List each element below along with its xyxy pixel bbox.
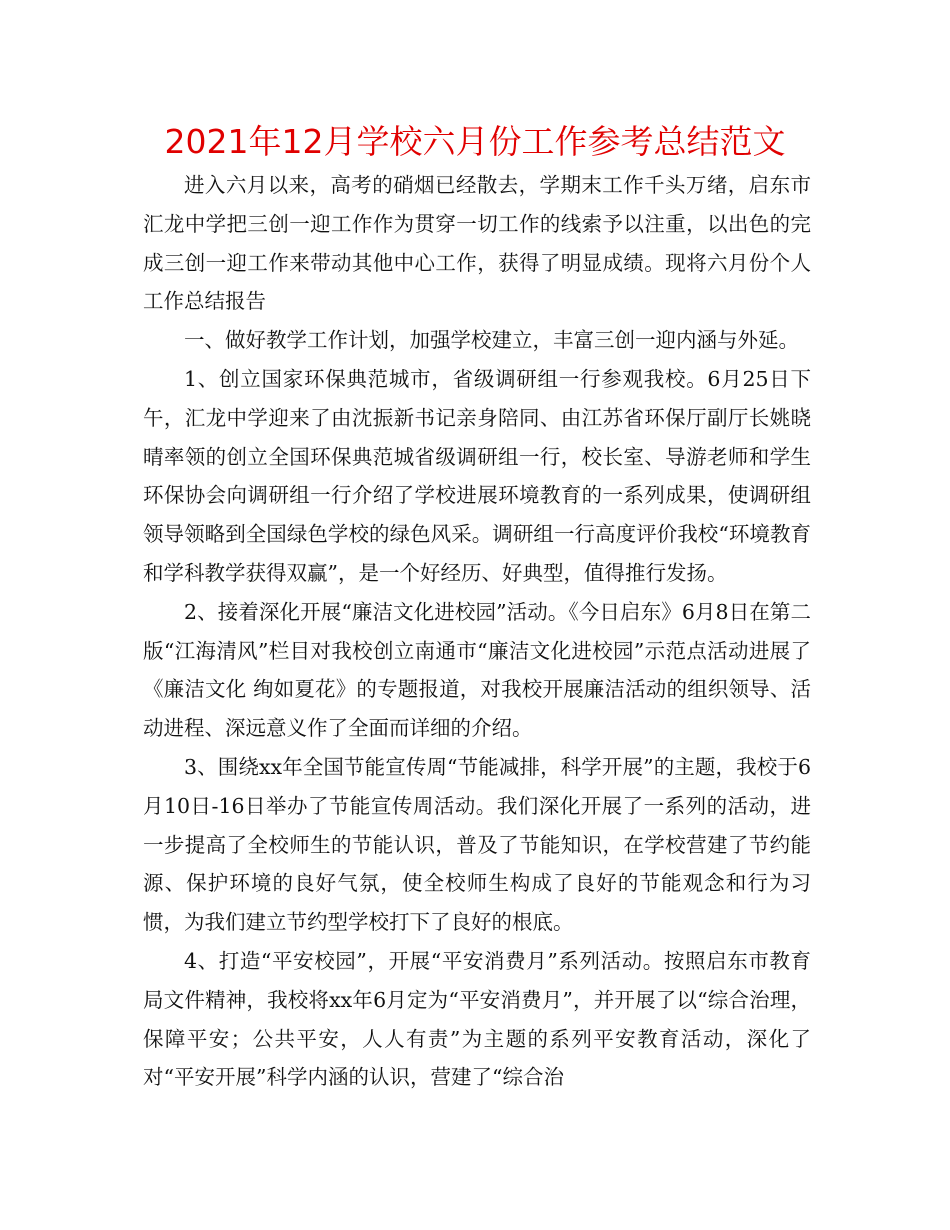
paragraph-section-heading: 一、做好教学工作计划，加强学校建立，丰富三创一迎内涵与外延。 <box>184 328 799 353</box>
document-body <box>143 166 811 1097</box>
document-title: 2021年12月学校六月份工作参考总结范文 <box>164 122 786 161</box>
paragraph-item-3: 3、围绕xx年全国节能宣传周“节能减排，科学开展”的主题，我校于6月10日-16日举办了节能宣传周活动。我们深化开展了一系列的活动，进一步提高了全校师生的节能认识，普及了节能知识，在学校营建了节约能源、保护环境的良好气氛，使全校师生构成了良好的节能观念和行为习惯，为我们建立节约型学校打下了良好的根底。 <box>143 754 811 935</box>
paragraph-intro: 进入六月以来，高考的硝烟已经散去，学期末工作千头万绪，启东市汇龙中学把三创一迎工作作为贯穿一切工作的线索予以注重，以出色的完成三创一迎工作来带动其他中心工作，获得了明显成绩。现将六月份个人工作总结报告 <box>143 173 811 314</box>
paragraph-item-4: 4、打造“平安校园”，开展“平安消费月”系列活动。按照启东市教育局文件精神，我校将xx年6月定为“平安消费月”，并开展了以“综合治理，保障平安；公共平安，人人有责”为主题的系列平安教育活动，深化了对“平安开展”科学内涵的认识，营建了“综合治 <box>143 948 811 1090</box>
paragraph-item-2: 2、接着深化开展“廉洁文化进校园”活动。《今日启东》6月8日在第二版“江海清风”栏目对我校创立南通市“廉洁文化进校园”示范点活动进展了《廉洁文化 绚如夏花》的专题报道，对我校开展廉洁活动的组织领导、活动进程、深远意义作了全面而详细的介绍。 <box>143 599 811 741</box>
paragraph-item-1: 1、创立国家环保典范城市，省级调研组一行参观我校。6月25日下午，汇龙中学迎来了由沈振新书记亲身陪同、由江苏省环保厅副厅长姚晓晴率领的创立全国环保典范城省级调研组一行，校长室、导游老师和学生环保协会向调研组一行介绍了学校进展环境教育的一系列成果，使调研组领导领略到全国绿色学校的绿色风采。调研组一行高度评价我校“环境教育和学科教学获得双赢”，是一个好经历、好典型，值得推行发扬。 <box>143 366 811 585</box>
